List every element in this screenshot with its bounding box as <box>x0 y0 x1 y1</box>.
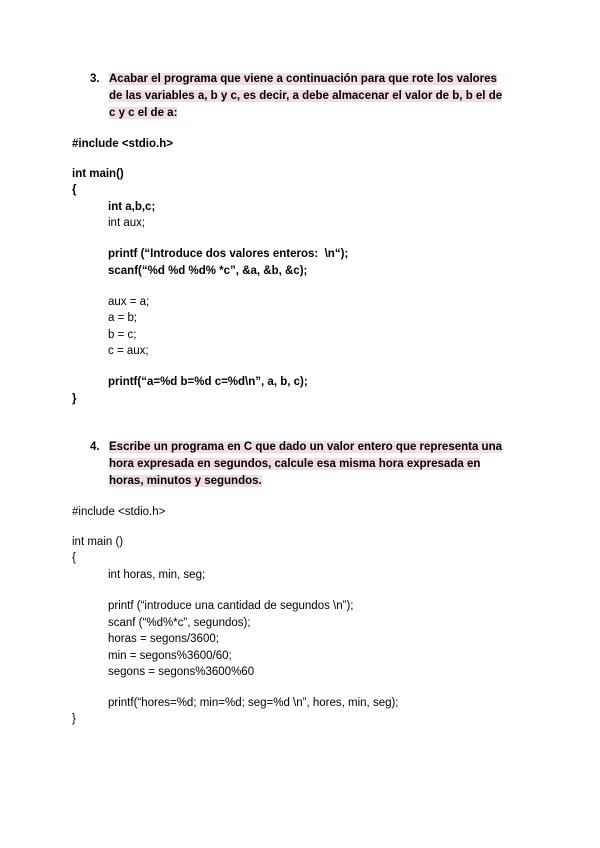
code-line: c = aux; <box>108 345 149 357</box>
code-line: printf(“hores=%d; min=%d; seg=%d \n”, hores, min, seg); <box>108 697 399 709</box>
code-line: int main () <box>72 536 124 548</box>
code-line: #include <stdio.h> <box>72 506 166 518</box>
question-text-line: de las variables a, b y c, es decir, a debe almacenar el valor de b, b el de <box>109 90 503 102</box>
code-line: scanf(“%d %d %d% *c”, &a, &b, &c); <box>108 265 308 277</box>
code-line: #include <stdio.h> <box>72 138 173 150</box>
question-text-line: Escribe un programa en C que dado un valor entero que representa una <box>109 441 503 453</box>
question-text-line: c y c el de a: <box>109 107 178 119</box>
code-line: { <box>72 552 76 564</box>
code-line: horas = segons/3600; <box>108 633 219 645</box>
question-3 <box>90 71 530 122</box>
question-text-line: horas, minutos y segundos. <box>109 475 262 487</box>
question-text-line: Acabar el programa que viene a continuación para que rote los valores <box>109 73 497 85</box>
code-line: int horas, min, seg; <box>108 569 206 581</box>
code-line: aux = a; <box>108 296 150 308</box>
code-line: { <box>72 184 77 196</box>
question-4 <box>90 439 530 490</box>
code-line: } <box>72 393 77 405</box>
question-text-line: hora expresada en segundos, calcule esa misma hora expresada en <box>109 458 481 470</box>
code-line: scanf (“%d%*c”, segundos); <box>108 617 251 629</box>
code-line: int a,b,c; <box>108 201 156 213</box>
code-line: printf (“introduce una cantidad de segundos \n”); <box>108 600 354 612</box>
code-line: a = b; <box>108 312 138 324</box>
question-number: 3. <box>90 73 100 85</box>
code-line: int main() <box>72 168 124 180</box>
code-line: printf(“a=%d b=%d c=%d\n”, a, b, c); <box>108 376 308 388</box>
question-number: 4. <box>90 441 100 453</box>
code-line: b = c; <box>108 329 137 341</box>
code-line: min = segons%3600/60; <box>108 650 232 662</box>
code-line: } <box>72 713 76 725</box>
code-line: segons = segons%3600%60 <box>108 666 255 678</box>
code-line: printf (“Introduce dos valores enteros: \n“); <box>108 248 349 260</box>
code-line: int aux; <box>108 217 146 229</box>
